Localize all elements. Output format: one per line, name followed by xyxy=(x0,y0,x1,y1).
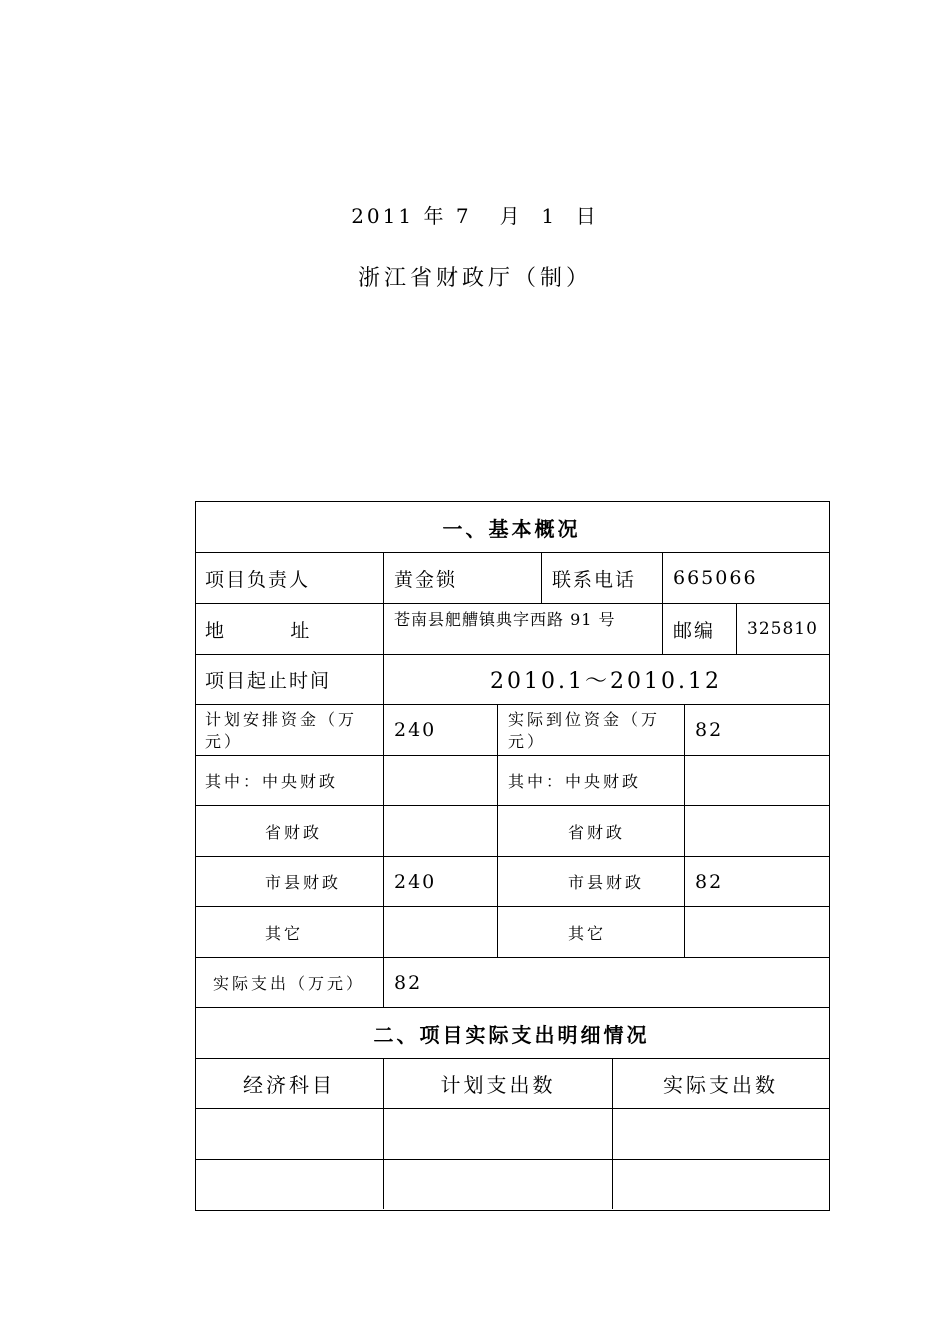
leader-label: 项目负责人 xyxy=(205,568,311,591)
other-row xyxy=(195,907,828,957)
city-planned: 240 xyxy=(383,857,497,906)
detail-header-row xyxy=(195,1059,828,1108)
spend-row xyxy=(195,958,828,1007)
address-label: 地 址 xyxy=(205,619,312,642)
leader-row xyxy=(195,553,828,603)
col-planned-spending: 计划支出数 xyxy=(383,1059,612,1108)
actual-value: 82 xyxy=(684,705,828,755)
section1-title: 一、基本概况 xyxy=(442,516,581,541)
central-label: 其中：中央财政 xyxy=(205,772,339,791)
spend-value: 82 xyxy=(383,958,828,1007)
city-label: 市县财政 xyxy=(265,873,342,892)
detail-cell xyxy=(612,1109,828,1159)
other-actual xyxy=(684,907,828,957)
detail-cell xyxy=(612,1160,828,1209)
detail-cell xyxy=(195,1109,383,1159)
detail-cell xyxy=(383,1160,612,1209)
province-actual xyxy=(684,806,828,856)
province-row xyxy=(195,806,828,856)
detail-row xyxy=(195,1160,828,1209)
section1-title-row xyxy=(195,502,828,552)
province-actual-label: 省财政 xyxy=(497,806,684,856)
central-row xyxy=(195,756,828,805)
city-actual: 82 xyxy=(684,857,828,906)
zip-label: 邮编 xyxy=(662,604,736,654)
central-actual-label: 其中：中央财政 xyxy=(497,756,684,805)
planned-label: 计划安排资金（万元） xyxy=(205,710,358,751)
detail-cell xyxy=(383,1109,612,1159)
planned-value: 240 xyxy=(383,705,497,755)
period-value: 2010.1～2010.12 xyxy=(383,655,828,704)
leader-value: 黄金锁 xyxy=(383,553,541,603)
col-economic-subject: 经济科目 xyxy=(243,1073,335,1097)
other-label: 其它 xyxy=(265,923,304,943)
phone-value: 665066 xyxy=(662,553,828,603)
city-actual-label: 市县财政 xyxy=(497,857,684,906)
central-planned xyxy=(383,756,497,805)
province-planned xyxy=(383,806,497,856)
spend-label: 实际支出（万元） xyxy=(212,974,365,993)
section2-title-row xyxy=(195,1008,828,1058)
period-row xyxy=(195,655,828,704)
detail-cell xyxy=(195,1160,383,1209)
zip-value: 325810 xyxy=(736,604,828,654)
cover-date: 2011 年 7 月 1 日 xyxy=(351,204,599,228)
col-actual-spending: 实际支出数 xyxy=(612,1059,828,1108)
central-actual xyxy=(684,756,828,805)
funds-row xyxy=(195,705,828,755)
section2-title: 二、项目实际支出明细情况 xyxy=(373,1022,650,1047)
city-row xyxy=(195,857,828,906)
other-planned xyxy=(383,907,497,957)
phone-label: 联系电话 xyxy=(541,553,662,603)
actual-label: 实际到位资金（万元） xyxy=(497,705,684,755)
other-actual-label: 其它 xyxy=(497,907,684,957)
province-label: 省财政 xyxy=(265,822,323,842)
address-value: 苍南县舥艚镇典字西路 91 号 xyxy=(383,604,662,654)
detail-row xyxy=(195,1109,828,1159)
address-row xyxy=(195,604,828,654)
cover-organization: 浙江省财政厅（制） xyxy=(357,266,592,291)
period-label: 项目起止时间 xyxy=(205,670,332,692)
